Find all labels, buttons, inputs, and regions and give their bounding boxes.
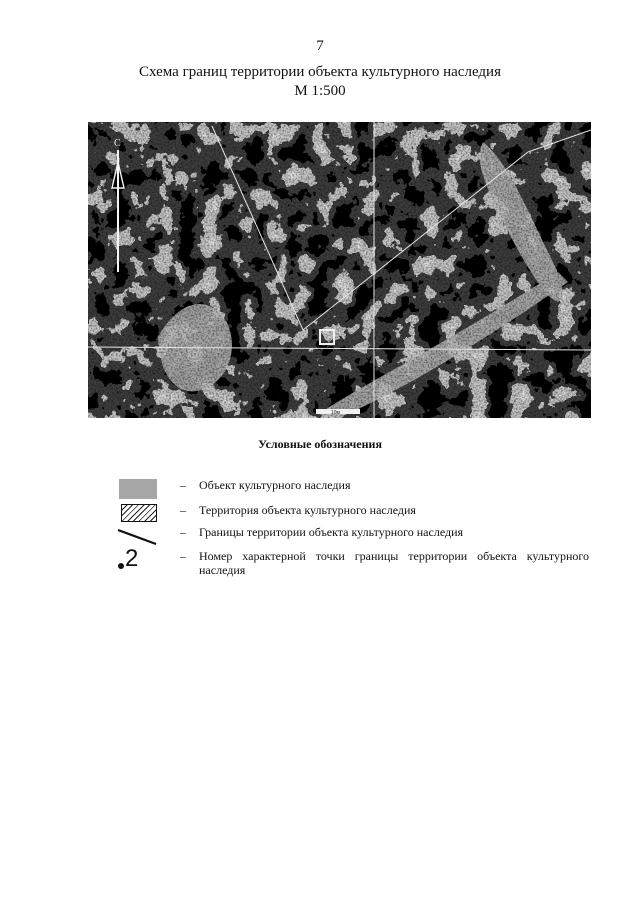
legend-dash: – [180,503,186,517]
point-dot [118,563,124,569]
legend-text-object: Объект культурного наследия [199,478,351,492]
object-fill-swatch [119,479,157,499]
legend-dash: – [180,549,186,563]
legend-dash: – [180,478,186,492]
territory-hatch-swatch [121,504,157,522]
map-speckle [88,122,591,418]
legend-title: Условные обозначения [258,437,382,451]
page-title [0,63,640,101]
scale-bar-label: 10м [331,410,340,416]
map-scale-title: М 1:500 [294,83,346,99]
legend-text-boundary: Границы территории объекта культурного наследия [199,525,464,539]
boundary-line-swatch [115,525,159,547]
page-number: 7 [316,38,324,54]
legend-text-point: Номер характерной точки границы территории объекта культурного наследия [199,549,589,577]
map-canvas [88,122,591,418]
page-title-line1: Схема границ территории объекта культурного наследия [139,64,501,80]
point-number-label: 2 [125,545,139,572]
legend-text-territory: Территория объекта культурного наследия [199,503,416,517]
satellite-map [88,122,591,418]
north-label: С [114,138,121,149]
legend-dash: – [180,525,186,539]
point-number-swatch [115,545,159,572]
